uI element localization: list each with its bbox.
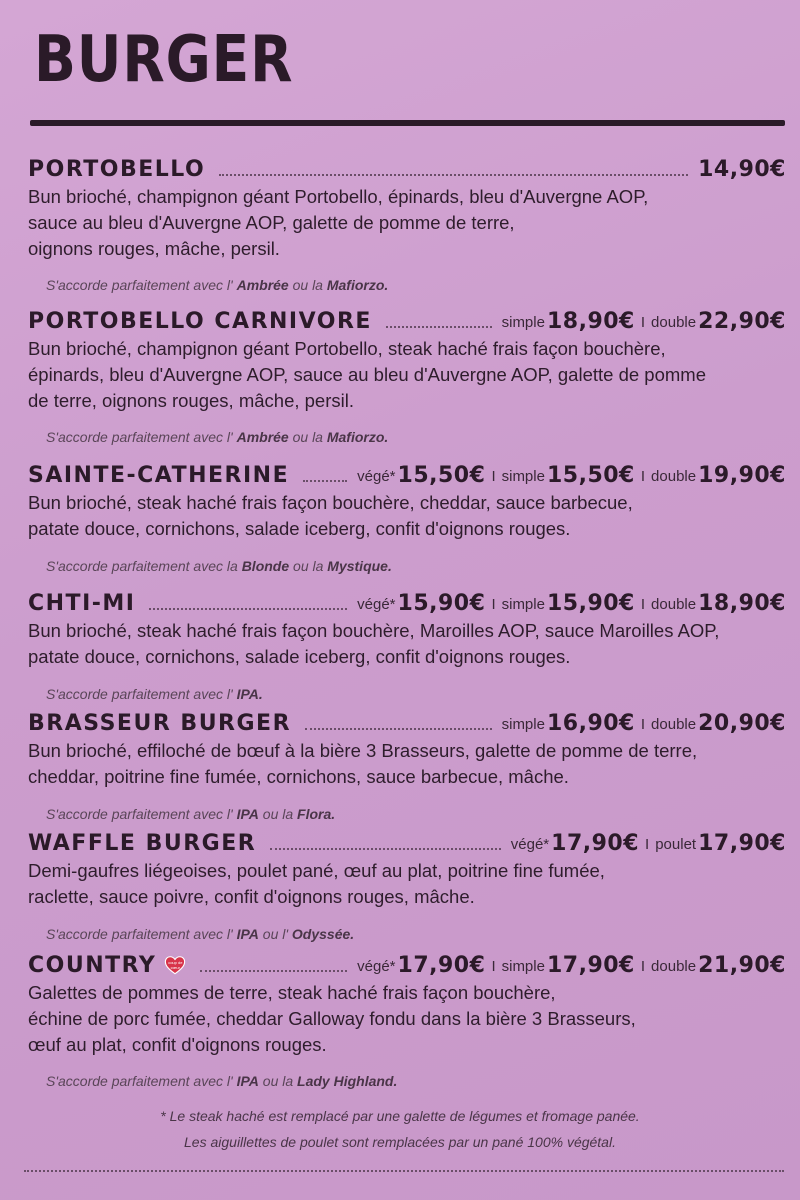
price-label: végé* <box>510 836 550 853</box>
footnote-1: * Le steak haché est remplacé par une galette de légumes et fromage panée. <box>160 1108 640 1124</box>
description-line: patate douce, cornichons, salade iceberg, confit d'oignons rouges. <box>28 646 571 667</box>
price-value: 19,90€ <box>698 463 786 488</box>
item-name: SAINTE-CATHERINE <box>28 463 290 488</box>
pairing-article: l' <box>226 806 233 822</box>
pairing-beer-1: Ambrée <box>236 277 289 293</box>
pairing-beer-2: Odyssée. <box>291 926 355 942</box>
item-name: CHTI-MI <box>28 591 136 616</box>
beer-pairing <box>46 686 263 702</box>
price-separator: I <box>640 596 646 613</box>
price-value: 20,90€ <box>698 711 786 736</box>
pairing-prefix: S'accorde parfaitement avec <box>46 558 223 574</box>
price-label: simple <box>501 596 545 613</box>
description-line: Bun brioché, champignon géant Portobello, steak haché frais façon bouchère, <box>28 338 666 359</box>
dot-leader <box>200 970 347 972</box>
description-line: Bun brioché, champignon géant Portobello, épinards, bleu d'Auvergne AOP, <box>28 186 649 207</box>
price-label: végé* <box>357 468 396 485</box>
footnote-2: Les aiguillettes de poulet sont remplacées par un pané 100% végétal. <box>184 1134 616 1150</box>
price-separator: I <box>645 836 650 853</box>
price-label: végé* <box>357 596 396 613</box>
description-line: cheddar, poitrine fine fumée, cornichons, sauce barbecue, mâche. <box>28 766 569 787</box>
price-separator: I <box>640 468 646 485</box>
description-line: sauce au bleu d'Auvergne AOP, galette de pomme de terre, <box>28 212 515 233</box>
price-separator: I <box>491 596 496 613</box>
pairing-prefix: S'accorde parfaitement avec <box>46 686 223 702</box>
description-line: Bun brioché, effiloché de bœuf à la bière 3 Brasseurs, galette de pomme de terre, <box>28 740 698 761</box>
item-prices <box>357 463 786 488</box>
bottom-dotted-rule <box>24 1170 784 1172</box>
price-value: 15,90€ <box>397 591 486 616</box>
pairing-beer-1: Ambrée <box>236 429 289 445</box>
item-prices <box>511 831 786 856</box>
description-line: patate douce, cornichons, salade iceberg, confit d'oignons rouges. <box>28 518 571 539</box>
item-description <box>28 490 788 542</box>
item-name: PORTOBELLO CARNIVORE <box>28 309 372 334</box>
pairing-article: l' <box>226 926 233 942</box>
description-line: Galettes de pommes de terre, steak haché frais façon bouchère, <box>28 982 556 1003</box>
menu-item-header <box>28 826 786 856</box>
pairing-beer-2: Flora. <box>297 806 336 822</box>
menu-item-header <box>28 706 786 736</box>
item-prices <box>357 953 786 978</box>
pairing-beer-1: IPA. <box>236 686 263 702</box>
item-prices <box>502 711 786 736</box>
item-name: PORTOBELLO <box>28 157 206 182</box>
price-value: 22,90€ <box>698 309 786 334</box>
pairing-beer-2: Lady Highland. <box>297 1073 398 1089</box>
beer-pairing <box>46 1073 397 1089</box>
pairing-beer-1: IPA <box>236 806 259 822</box>
heart-badge-label: coup de cœur <box>168 960 183 970</box>
pairing-article: l' <box>226 1073 233 1089</box>
price-separator: I <box>640 958 646 975</box>
pairing-prefix: S'accorde parfaitement avec <box>46 806 223 822</box>
price-value: 17,90€ <box>551 831 640 856</box>
pairing-prefix: S'accorde parfaitement avec <box>46 926 223 942</box>
beer-pairing <box>46 277 388 293</box>
price-label: simple <box>501 958 545 975</box>
price-label: simple <box>501 468 545 485</box>
pairing-prefix: S'accorde parfaitement avec <box>46 1073 223 1089</box>
item-name: WAFFLE BURGER <box>28 831 257 856</box>
pairing-beer-1: IPA <box>236 1073 259 1089</box>
page-title: BURGER <box>34 23 294 97</box>
price-value: 17,90€ <box>698 831 786 856</box>
description-line: épinards, bleu d'Auvergne AOP, sauce au bleu d'Auvergne AOP, galette de pomme <box>28 364 706 385</box>
pairing-join: ou l' <box>262 926 289 942</box>
price-label: double <box>651 596 697 613</box>
price-value: 15,50€ <box>397 463 486 488</box>
item-description <box>28 184 788 262</box>
price-label: poulet <box>655 836 697 853</box>
pairing-join: ou la <box>292 429 323 445</box>
pairing-beer-1: IPA <box>236 926 259 942</box>
beer-pairing <box>46 429 388 445</box>
price-label: double <box>651 716 697 733</box>
price-label: double <box>651 468 697 485</box>
price-value: 14,90€ <box>698 157 786 182</box>
heart-icon <box>164 954 186 976</box>
price-value: 15,50€ <box>546 463 635 488</box>
item-name: BRASSEUR BURGER <box>28 711 292 736</box>
pairing-beer-2: Mafiorzo. <box>326 277 389 293</box>
pairing-article: l' <box>226 429 233 445</box>
title-rule <box>30 120 785 126</box>
description-line: œuf au plat, confit d'oignons rouges. <box>28 1034 327 1055</box>
item-description <box>28 980 788 1058</box>
item-prices <box>357 591 786 616</box>
description-line: échine de porc fumée, cheddar Galloway fondu dans la bière 3 Brasseurs, <box>28 1008 636 1029</box>
pairing-beer-1: Blonde <box>241 558 290 574</box>
menu-item-header <box>28 152 786 182</box>
price-separator: I <box>491 468 496 485</box>
price-value: 16,90€ <box>546 711 635 736</box>
pairing-join: ou la <box>293 558 324 574</box>
pairing-article: la <box>226 558 238 574</box>
beer-pairing <box>46 806 335 822</box>
dot-leader <box>303 480 347 482</box>
item-prices <box>698 157 786 182</box>
price-value: 17,90€ <box>546 953 635 978</box>
price-label: végé* <box>357 958 396 975</box>
menu-item-header <box>28 458 786 488</box>
pairing-join: ou la <box>262 806 294 822</box>
price-label: double <box>651 958 697 975</box>
dot-leader <box>219 174 688 176</box>
dot-leader <box>270 848 501 850</box>
description-line: Bun brioché, steak haché frais façon bouchère, cheddar, sauce barbecue, <box>28 492 633 513</box>
description-line: oignons rouges, mâche, persil. <box>28 238 280 259</box>
pairing-prefix: S'accorde parfaitement avec <box>46 277 223 293</box>
item-description <box>28 858 788 910</box>
pairing-article: l' <box>226 686 233 702</box>
description-line: raclette, sauce poivre, confit d'oignons rouges, mâche. <box>28 886 475 907</box>
price-separator: I <box>640 314 646 331</box>
price-value: 21,90€ <box>698 953 786 978</box>
pairing-beer-2: Mafiorzo. <box>326 429 389 445</box>
menu-item-header <box>28 304 786 334</box>
pairing-prefix: S'accorde parfaitement avec <box>46 429 223 445</box>
item-description <box>28 738 788 790</box>
description-line: Bun brioché, steak haché frais façon bouchère, Maroilles AOP, sauce Maroilles AOP, <box>28 620 720 641</box>
price-value: 17,90€ <box>397 953 486 978</box>
description-line: de terre, oignons rouges, mâche, persil. <box>28 390 354 411</box>
pairing-join: ou la <box>262 1073 294 1089</box>
dot-leader <box>386 326 492 328</box>
price-separator: I <box>640 716 646 733</box>
dot-leader <box>149 608 347 610</box>
beer-pairing <box>46 558 392 574</box>
price-value: 18,90€ <box>698 591 786 616</box>
pairing-beer-2: Mystique. <box>327 558 392 574</box>
price-label: simple <box>501 716 545 733</box>
price-separator: I <box>491 958 496 975</box>
item-name: COUNTRY <box>28 953 157 978</box>
pairing-article: l' <box>226 277 233 293</box>
price-value: 15,90€ <box>546 591 635 616</box>
item-prices <box>502 309 786 334</box>
price-value: 18,90€ <box>546 309 635 334</box>
description-line: Demi-gaufres liégeoises, poulet pané, œuf au plat, poitrine fine fumée, <box>28 860 605 881</box>
pairing-join: ou la <box>292 277 323 293</box>
price-label: double <box>651 314 697 331</box>
beer-pairing <box>46 926 354 942</box>
menu-item-header <box>28 948 786 978</box>
item-description <box>28 618 788 670</box>
dot-leader <box>305 728 492 730</box>
item-description <box>28 336 788 414</box>
menu-item-header <box>28 586 786 616</box>
price-label: simple <box>501 314 545 331</box>
